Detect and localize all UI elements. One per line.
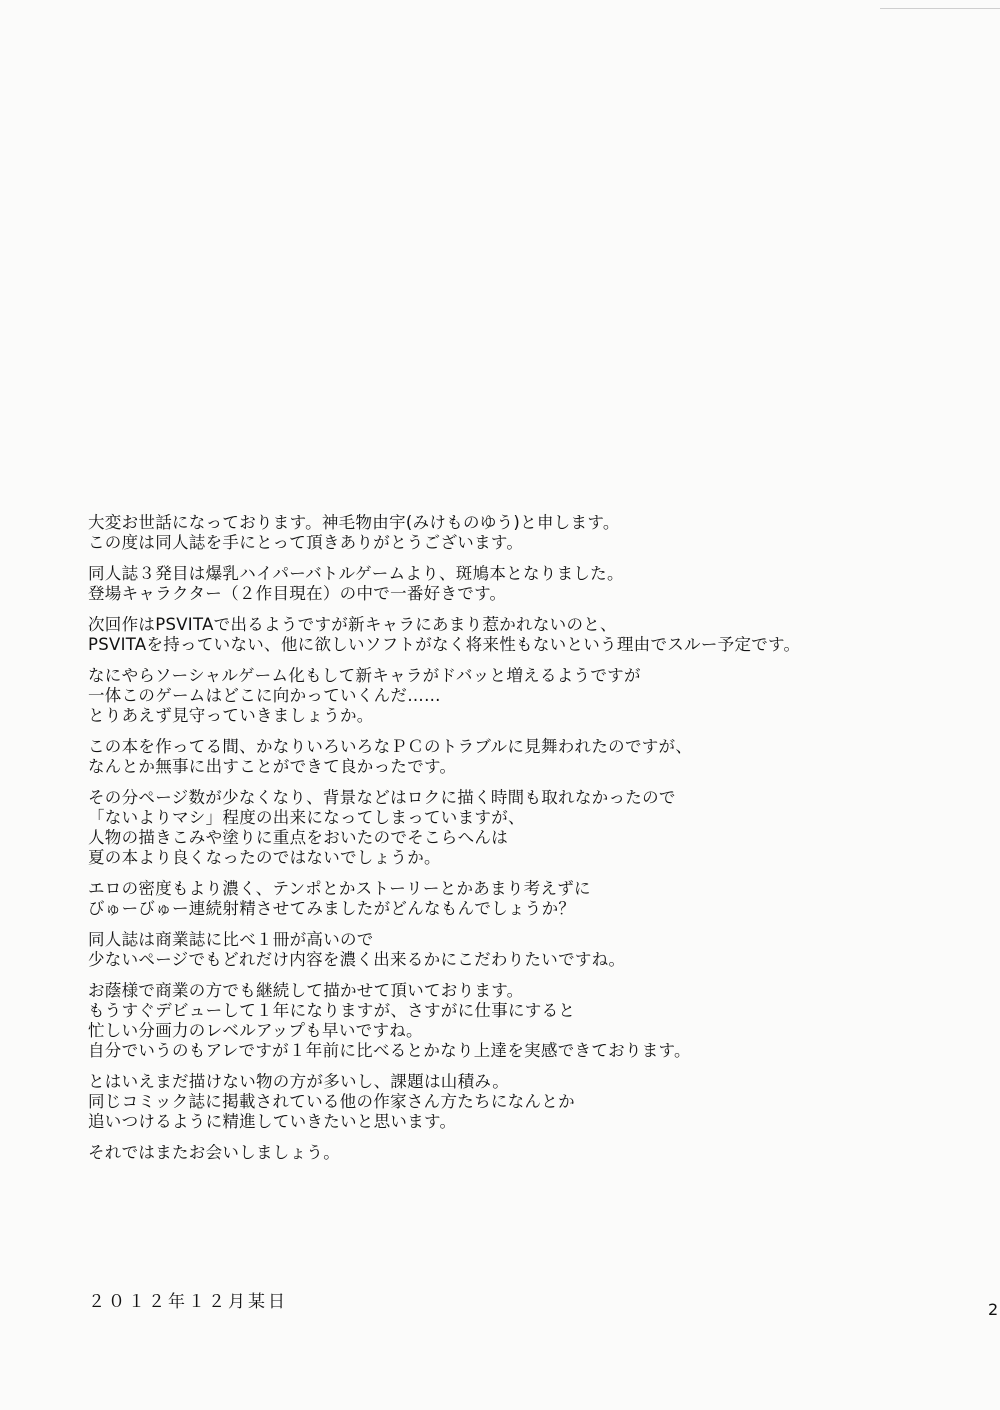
- text-line: 自分でいうのもアレですが１年前に比べるとかなり上達を実感できております。: [88, 1041, 691, 1060]
- paragraph-goals: [88, 1072, 968, 1132]
- text-line: なにやらソーシャルゲーム化もして新キャラがドバッと増えるようですが: [88, 666, 641, 685]
- page-number: 2: [988, 1300, 999, 1319]
- text-line: なんとか無事に出すことができて良かったです。: [88, 757, 457, 776]
- text-line: 人物の描きこみや塗りに重点をおいたのでそこらへんは: [88, 828, 508, 847]
- paragraph-next-game: [88, 615, 968, 655]
- text-line: びゅーびゅー連続射精させてみましたがどんなもんでしょうか？: [88, 899, 576, 918]
- text-line: お蔭様で商業の方でも継続して描かせて頂いております。: [88, 981, 524, 1000]
- text-line: PSVITAを持っていない、他に欲しいソフトがなく将来性もないという理由でスルー予定です。: [88, 635, 801, 654]
- paragraph-commercial-work: [88, 981, 968, 1061]
- text-line: 同人誌３発目は爆乳ハイパーバトルゲームより、斑鳩本となりました。: [88, 564, 624, 583]
- text-line: もうすぐデビューして１年になりますが、さすがに仕事にすると: [88, 1001, 576, 1020]
- date-line: ２０１２年１２月某日: [88, 1292, 288, 1312]
- text-line: 「ないよりマシ」程度の出来になってしまっていますが、: [88, 808, 525, 827]
- text-line: この本を作ってる間、かなりいろいろなＰＣのトラブルに見舞われたのですが、: [88, 737, 693, 756]
- text-line: 少ないページでもどれだけ内容を濃く出来るかにこだわりたいですね。: [88, 950, 626, 969]
- text-line: 登場キャラクター（２作目現在）の中で一番好きです。: [88, 584, 507, 603]
- text-line: 追いつけるように精進していきたいと思います。: [88, 1112, 457, 1131]
- paragraph-greeting: [88, 513, 968, 553]
- text-line: とはいえまだ描けない物の方が多いし、課題は山積み。: [88, 1072, 509, 1091]
- text-line: とりあえず見守っていきましょうか。: [88, 706, 374, 725]
- page-edge-line: [880, 8, 1000, 9]
- paragraph-doujinshi-price: [88, 930, 968, 970]
- text-line: エロの密度もより濃く、テンポとかストーリーとかあまり考えずに: [88, 879, 591, 898]
- text-line: その分ページ数が少なくなり、背景などはロクに描く時間も取れなかったので: [88, 788, 676, 807]
- paragraph-third-book: [88, 564, 968, 604]
- text-line: 同じコミック誌に掲載されている他の作家さん方たちになんとか: [88, 1092, 575, 1111]
- paragraph-page-count: [88, 788, 968, 868]
- text-line: 一体このゲームはどこに向かっていくんだ……: [88, 686, 441, 705]
- text-line: 忙しい分画力のレベルアップも早いですね。: [88, 1021, 423, 1040]
- paragraph-closing: [88, 1143, 968, 1163]
- text-line: 大変お世話になっております。神毛物由宇(みけものゆう)と申します。: [88, 513, 620, 532]
- paragraph-pc-trouble: [88, 737, 968, 777]
- text-line: 夏の本より良くなったのではないでしょうか。: [88, 848, 441, 867]
- paragraph-content-density: [88, 879, 968, 919]
- text-line: この度は同人誌を手にとって頂きありがとうございます。: [88, 533, 524, 552]
- text-line: 同人誌は商業誌に比べ１冊が高いので: [88, 930, 374, 949]
- afterword-text: [88, 513, 968, 1174]
- text-line: それではまたお会いしましょう。: [88, 1143, 340, 1162]
- text-line: 次回作はPSVITAで出るようですが新キャラにあまり惹かれないのと、: [88, 615, 617, 634]
- paragraph-social-game: [88, 666, 968, 726]
